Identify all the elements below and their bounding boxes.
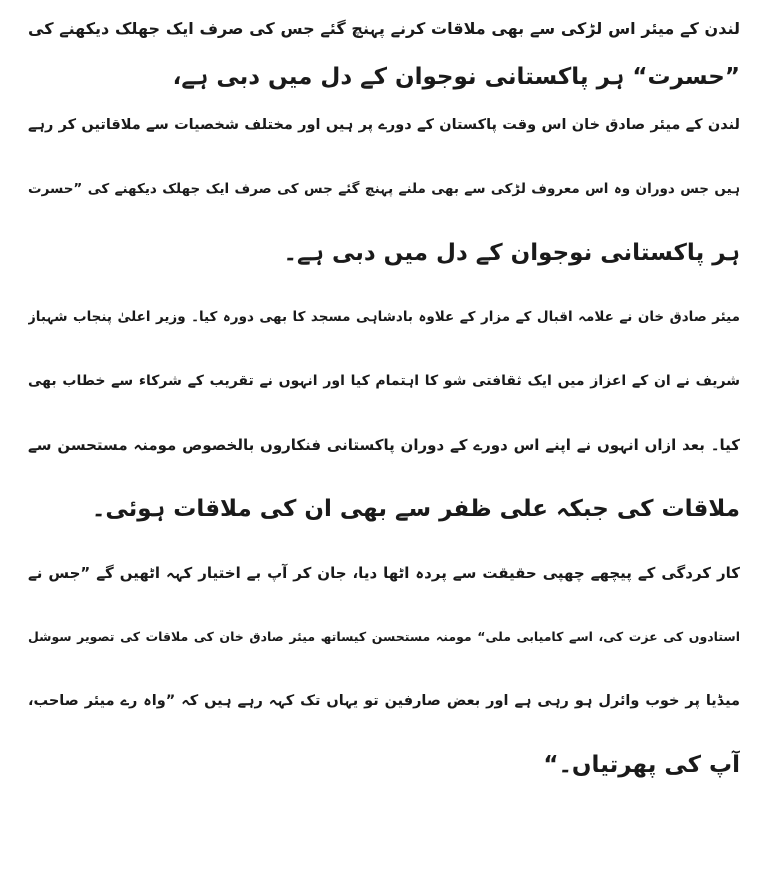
text-line: استادوں کی عزت کی، اسے کامیابی ملی“ مومنہ مستحسن کیساتھ میئر صادق خان کی ملاقات کی تصویر سوشل — [28, 629, 740, 644]
text-line: لندن کے میئر اس لڑکی سے بھی ملاقات کرنے پہنچ گئے جس کی صرف ایک جھلک دیکھنے کی — [28, 19, 740, 38]
text-line: کیا۔ بعد ازاں انہوں نے اپنے اس دورے کے دوران پاکستانی فنکاروں بالخصوص مومنہ مستحسن سے — [28, 436, 740, 454]
text-line: کار کردگی کے پیچھے چھپی حقیقت سے پردہ اٹھا دیا، جان کر آپ بے اختیار کہہ اٹھیں گے ”جس نے — [28, 564, 740, 582]
text-line: میئر صادق خان نے علامہ اقبال کے مزار کے علاوہ بادشاہی مسجد کا بھی دورہ کیا۔ وزیر اعلیٰ پنجاب شہباز — [28, 309, 740, 325]
intro-paragraph — [28, 14, 740, 92]
text-line: ملاقات کی جبکہ علی ظفر سے بھی ان کی ملاقات ہوئی۔ — [91, 496, 740, 522]
text-line: لندن کے میئر صادق خان اس وقت پاکستان کے دورے پر ہیں اور مختلف شخصیات سے ملاقاتیں کر رہے — [28, 117, 740, 133]
text-line: شریف نے ان کے اعزاز میں ایک ثقافتی شو کا اہتمام کیا اور انہوں نے تقریب کے شرکاء سے خطاب بھی — [28, 373, 740, 389]
body-paragraph — [28, 558, 740, 780]
body-paragraph — [28, 110, 740, 268]
body-paragraph — [28, 302, 740, 524]
text-line: آپ کی پھرتیاں۔“ — [543, 752, 740, 778]
text-line: ہیں جس دوران وہ اس معروف لڑکی سے بھی ملنے پہنچ گئے جس کی صرف ایک جھلک دیکھنے کی ”حسرت — [28, 181, 740, 197]
text-line: ہر پاکستانی نوجوان کے دل میں دبی ہے۔ — [283, 240, 740, 266]
text-line: میڈیا پر خوب وائرل ہو رہی ہے اور بعض صارفین تو یہاں تک کہہ رہے ہیں کہ ”واہ رے میئر صاحب، — [28, 693, 740, 709]
text-line: ”حسرت“ ہر پاکستانی نوجوان کے دل میں دبی ہے، — [172, 64, 740, 90]
